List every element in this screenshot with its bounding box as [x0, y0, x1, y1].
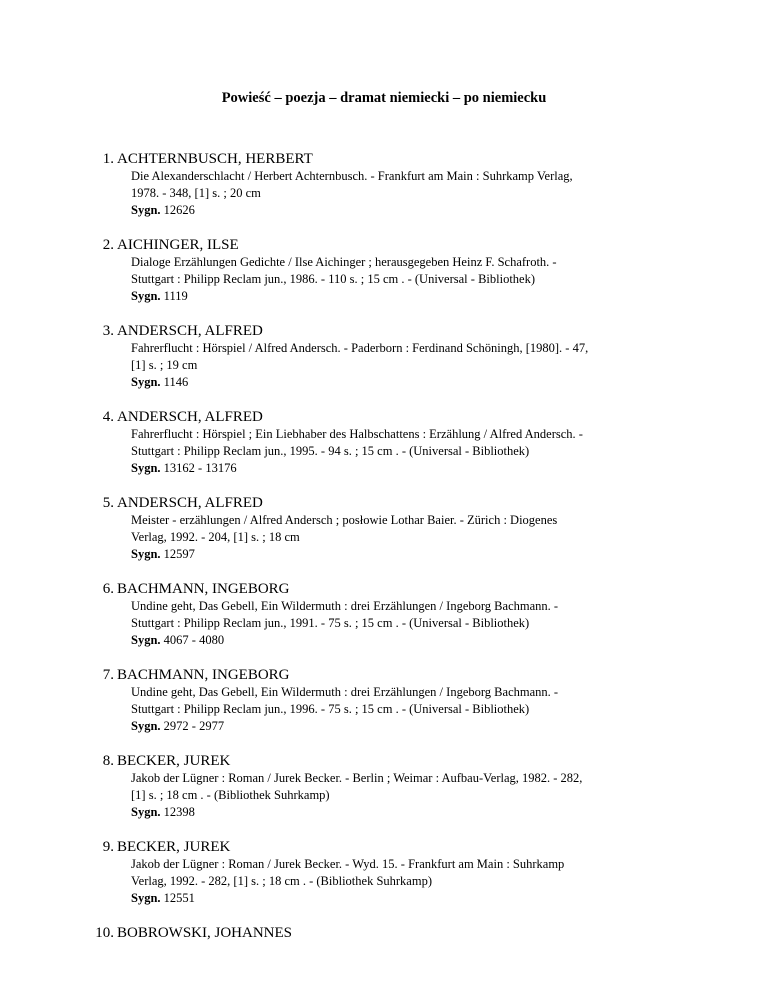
shelfmark-value: 12398: [163, 805, 195, 819]
shelfmark-value: 12551: [163, 891, 195, 905]
entry-description: [131, 168, 651, 219]
description-line: Fahrerflucht : Hörspiel / Alfred Andersch. - Paderborn : Ferdinand Schöningh, [1980]. - 47,: [131, 341, 589, 355]
bibliography-entry: [0, 838, 768, 907]
description-line: Jakob der Lügner : Roman / Jurek Becker. - Berlin ; Weimar : Aufbau-Verlag, 1982. - 282,: [131, 771, 583, 785]
entry-author: BECKER, JUREK: [117, 753, 231, 769]
entry-author: ANDERSCH, ALFRED: [117, 409, 263, 425]
bibliography-list: [0, 150, 768, 959]
entry-number: 9.: [102, 839, 114, 855]
entry-number: 3.: [102, 323, 114, 339]
description-line: Die Alexanderschlacht / Herbert Achternbusch. - Frankfurt am Main : Suhrkamp Verlag,: [131, 169, 573, 183]
shelfmark-value: 12597: [163, 547, 195, 561]
description-line: Stuttgart : Philipp Reclam jun., 1995. - 94 s. ; 15 cm . - (Universal - Bibliothek): [131, 444, 530, 458]
description-line: [1] s. ; 18 cm . - (Bibliothek Suhrkamp): [131, 788, 330, 802]
shelfmark-value: 13162 - 13176: [163, 461, 237, 475]
entry-description: [131, 856, 651, 907]
entry-header: [0, 752, 768, 770]
bibliography-entry: [0, 924, 768, 942]
entry-description: [131, 598, 651, 649]
entry-number: 6.: [102, 581, 114, 597]
shelfmark-label: Sygn.: [131, 805, 161, 819]
entry-header: [0, 236, 768, 254]
shelfmark-line: [131, 202, 651, 219]
shelfmark-value: 4067 - 4080: [163, 633, 225, 647]
shelfmark-value: 1146: [163, 375, 189, 389]
shelfmark-label: Sygn.: [131, 547, 161, 561]
description-line: Verlag, 1992. - 282, [1] s. ; 18 cm . - (Bibliothek Suhrkamp): [131, 874, 432, 888]
entry-number: 8.: [102, 753, 114, 769]
entry-header: [0, 150, 768, 168]
shelfmark-line: [131, 546, 651, 563]
shelfmark-label: Sygn.: [131, 203, 161, 217]
entry-number: 10.: [95, 925, 114, 941]
entry-header: [0, 408, 768, 426]
shelfmark-line: [131, 288, 651, 305]
entry-author: BECKER, JUREK: [117, 839, 231, 855]
shelfmark-line: [131, 460, 651, 477]
bibliography-entry: [0, 580, 768, 649]
shelfmark-line: [131, 890, 651, 907]
entry-header: [0, 580, 768, 598]
entry-description: [131, 426, 651, 477]
description-line: Undine geht, Das Gebell, Ein Wildermuth : drei Erzählungen / Ingeborg Bachmann. -: [131, 685, 559, 699]
shelfmark-line: [131, 632, 651, 649]
description-line: 1978. - 348, [1] s. ; 20 cm: [131, 186, 261, 200]
entry-author: AICHINGER, ILSE: [117, 237, 239, 253]
shelfmark-value: 12626: [163, 203, 195, 217]
entry-author: ANDERSCH, ALFRED: [117, 323, 263, 339]
entry-author: BACHMANN, INGEBORG: [117, 667, 290, 683]
entry-number: 2.: [102, 237, 114, 253]
bibliography-entry: [0, 666, 768, 735]
shelfmark-label: Sygn.: [131, 719, 161, 733]
entry-description: [131, 512, 651, 563]
description-line: Fahrerflucht : Hörspiel ; Ein Liebhaber des Halbschattens : Erzählung / Alfred Andersch. -: [131, 427, 583, 441]
entry-header: [0, 838, 768, 856]
shelfmark-value: 1119: [163, 289, 188, 303]
shelfmark-line: [131, 804, 651, 821]
entry-description: [131, 254, 651, 305]
description-line: Stuttgart : Philipp Reclam jun., 1986. - 110 s. ; 15 cm . - (Universal - Bibliothek): [131, 272, 536, 286]
shelfmark-label: Sygn.: [131, 375, 161, 389]
shelfmark-line: [131, 718, 651, 735]
entry-description: [131, 340, 651, 391]
page-title: Powieść – poezja – dramat niemiecki – po niemiecku: [221, 90, 547, 106]
entry-number: 7.: [102, 667, 114, 683]
entry-header: [0, 322, 768, 340]
entry-header: [0, 924, 768, 942]
bibliography-entry: [0, 150, 768, 219]
description-line: Meister - erzählungen / Alfred Andersch ; posłowie Lothar Baier. - Zürich : Diogenes: [131, 513, 558, 527]
entry-description: [131, 684, 651, 735]
shelfmark-label: Sygn.: [131, 289, 161, 303]
entry-number: 5.: [102, 495, 114, 511]
shelfmark-label: Sygn.: [131, 633, 161, 647]
description-line: Stuttgart : Philipp Reclam jun., 1991. - 75 s. ; 15 cm . - (Universal - Bibliothek): [131, 616, 530, 630]
entry-number: 1.: [102, 151, 114, 167]
entry-author: ACHTERNBUSCH, HERBERT: [117, 151, 313, 167]
description-line: Dialoge Erzählungen Gedichte / Ilse Aichinger ; herausgegeben Heinz F. Schafroth. -: [131, 255, 557, 269]
description-line: [1] s. ; 19 cm: [131, 358, 198, 372]
shelfmark-label: Sygn.: [131, 891, 161, 905]
bibliography-entry: [0, 408, 768, 477]
shelfmark-label: Sygn.: [131, 461, 161, 475]
description-line: Jakob der Lügner : Roman / Jurek Becker. - Wyd. 15. - Frankfurt am Main : Suhrkamp: [131, 857, 565, 871]
description-line: Stuttgart : Philipp Reclam jun., 1996. - 75 s. ; 15 cm . - (Universal - Bibliothek): [131, 702, 530, 716]
description-line: Undine geht, Das Gebell, Ein Wildermuth : drei Erzählungen / Ingeborg Bachmann. -: [131, 599, 559, 613]
entry-number: 4.: [102, 409, 114, 425]
bibliography-entry: [0, 236, 768, 305]
entry-author: BACHMANN, INGEBORG: [117, 581, 290, 597]
entry-author: BOBROWSKI, JOHANNES: [117, 925, 293, 941]
entry-author: ANDERSCH, ALFRED: [117, 495, 263, 511]
shelfmark-value: 2972 - 2977: [163, 719, 225, 733]
shelfmark-line: [131, 374, 651, 391]
bibliography-entry: [0, 494, 768, 563]
bibliography-entry: [0, 322, 768, 391]
entry-header: [0, 494, 768, 512]
entry-header: [0, 666, 768, 684]
bibliography-entry: [0, 752, 768, 821]
description-line: Verlag, 1992. - 204, [1] s. ; 18 cm: [131, 530, 300, 544]
entry-description: [131, 770, 651, 821]
